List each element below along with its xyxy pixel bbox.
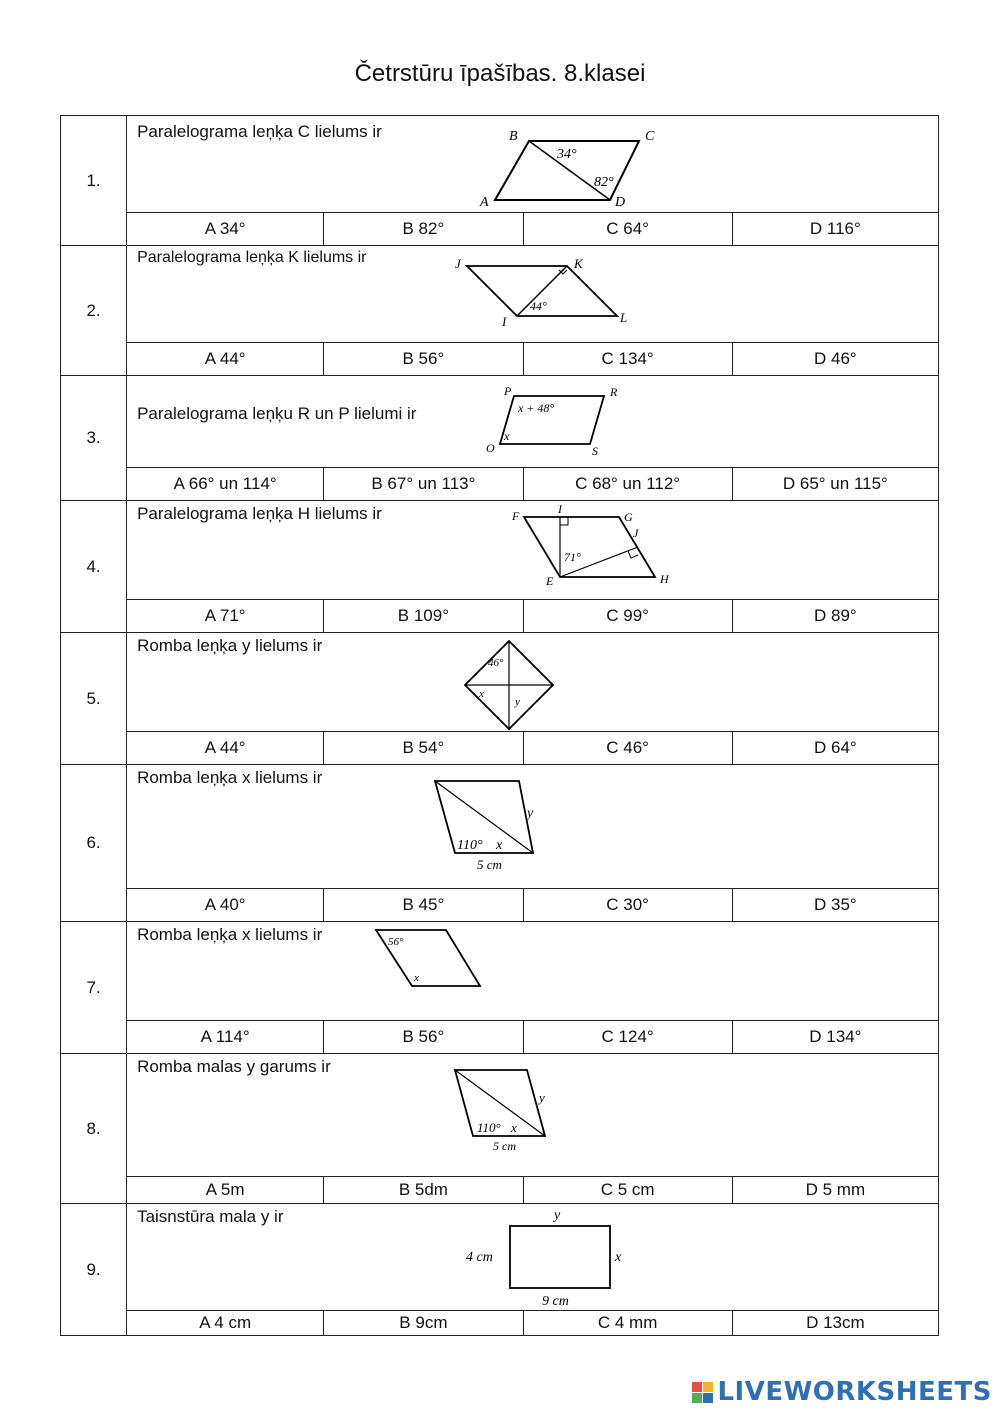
answer-option-d[interactable]: D 116°	[732, 213, 938, 246]
question-cell	[127, 116, 939, 213]
svg-text:G: G	[624, 510, 633, 524]
question-number: 5.	[61, 633, 127, 765]
rhombus-figure	[449, 1066, 569, 1161]
parallelogram-figure	[477, 128, 667, 215]
answer-option-d[interactable]: D 89°	[732, 600, 938, 633]
answer-option-c[interactable]: C 99°	[523, 600, 732, 633]
answer-option-a[interactable]: A 66° un 114°	[127, 468, 324, 501]
question-cell	[127, 501, 939, 600]
svg-text:J: J	[633, 526, 639, 540]
svg-text:x: x	[479, 688, 484, 700]
worksheet-table	[60, 115, 939, 1336]
question-text: Taisnstūra mala y ir	[137, 1207, 284, 1226]
answer-option-a[interactable]: A 44°	[127, 732, 324, 765]
svg-text:y: y	[554, 1208, 561, 1223]
question-cell	[127, 1054, 939, 1177]
logo-text: LIVEWORKSHEETS	[717, 1377, 992, 1407]
answer-option-d[interactable]: D 134°	[732, 1021, 938, 1054]
answer-option-c[interactable]: C 64°	[523, 213, 732, 246]
answer-option-b[interactable]: B 67° un 113°	[324, 468, 523, 501]
svg-text:x: x	[504, 429, 510, 443]
answer-option-a[interactable]: A 5m	[127, 1177, 324, 1204]
answer-option-d[interactable]: D 64°	[732, 732, 938, 765]
svg-text:S: S	[592, 444, 599, 456]
page-title: Četrstūru īpašības. 8.klasei	[354, 60, 646, 87]
rhombus-figure	[372, 926, 487, 997]
question-text: Romba leņķa y lielums ir	[137, 636, 323, 655]
svg-text:y: y	[527, 806, 534, 821]
svg-text:F: F	[512, 509, 520, 523]
svg-text:x + 48°: x + 48°	[518, 401, 555, 415]
svg-text:5 cm: 5 cm	[493, 1139, 517, 1153]
answer-option-a[interactable]: A 114°	[127, 1021, 324, 1054]
answer-option-c[interactable]: C 68° un 112°	[523, 468, 732, 501]
rectangle-figure	[462, 1206, 642, 1313]
svg-text:R: R	[610, 385, 618, 399]
question-cell	[127, 246, 939, 343]
svg-text:K: K	[574, 256, 583, 271]
svg-text:x: x	[511, 1120, 517, 1135]
answer-option-d[interactable]: D 13cm	[732, 1311, 938, 1336]
svg-text:E: E	[546, 574, 554, 588]
question-number: 3.	[61, 376, 127, 501]
svg-text:44°: 44°	[530, 299, 547, 313]
answer-option-b[interactable]: B 54°	[324, 732, 523, 765]
svg-text:110°: 110°	[457, 838, 483, 853]
question-text: Paralelograma leņķa K lielums ir	[137, 249, 367, 266]
answer-option-a[interactable]: A 4 cm	[127, 1311, 324, 1336]
answer-option-c[interactable]: C 30°	[523, 889, 732, 922]
answer-option-a[interactable]: A 44°	[127, 343, 324, 376]
answer-option-d[interactable]: D 65° un 115°	[732, 468, 938, 501]
answer-option-b[interactable]: B 109°	[324, 600, 523, 633]
svg-text:34°: 34°	[557, 147, 577, 162]
svg-text:P: P	[504, 384, 512, 398]
answer-option-a[interactable]: A 40°	[127, 889, 324, 922]
answer-option-b[interactable]: B 56°	[324, 1021, 523, 1054]
svg-text:5 cm: 5 cm	[477, 857, 502, 872]
question-number: 4.	[61, 501, 127, 633]
svg-text:J: J	[455, 256, 461, 271]
svg-text:D: D	[615, 195, 626, 210]
svg-text:B: B	[509, 129, 518, 144]
question-cell	[127, 922, 939, 1021]
answer-option-c[interactable]: C 124°	[523, 1021, 732, 1054]
svg-text:C: C	[645, 129, 655, 144]
answer-option-c[interactable]: C 5 cm	[523, 1177, 732, 1204]
svg-text:I: I	[558, 503, 563, 516]
question-cell	[127, 765, 939, 889]
rhombus-figure	[427, 775, 557, 880]
question-number: 7.	[61, 922, 127, 1054]
question-number: 6.	[61, 765, 127, 922]
question-text: Paralelograma leņķa C lielums ir	[137, 122, 382, 141]
svg-text:9 cm: 9 cm	[542, 1294, 569, 1308]
question-number: 8.	[61, 1054, 127, 1204]
parallelogram-figure	[442, 503, 672, 600]
question-text: Paralelograma leņķu R un P lielumi ir	[137, 404, 417, 423]
liveworksheets-logo	[692, 1377, 992, 1407]
svg-text:O: O	[486, 441, 495, 455]
svg-text:x: x	[496, 838, 503, 853]
question-cell	[127, 376, 939, 468]
answer-option-b[interactable]: B 45°	[324, 889, 523, 922]
svg-text:I: I	[502, 314, 507, 329]
question-number: 9.	[61, 1204, 127, 1336]
answer-option-c[interactable]: C 4 mm	[523, 1311, 732, 1336]
answer-option-b[interactable]: B 56°	[324, 343, 523, 376]
svg-text:A: A	[480, 195, 489, 210]
question-text: Romba malas y garums ir	[137, 1057, 331, 1076]
svg-text:71°: 71°	[564, 550, 581, 564]
answer-option-d[interactable]: D 46°	[732, 343, 938, 376]
question-text: Romba leņķa x lielums ir	[137, 768, 323, 787]
parallelogram-figure	[452, 254, 642, 339]
svg-text:y: y	[539, 1090, 545, 1105]
svg-text:H: H	[660, 572, 669, 586]
answer-option-b[interactable]: B 82°	[324, 213, 523, 246]
question-cell	[127, 1204, 939, 1311]
question-text: Romba leņķa x lielums ir	[137, 925, 323, 944]
answer-option-a[interactable]: A 34°	[127, 213, 324, 246]
answer-option-d[interactable]: D 35°	[732, 889, 938, 922]
svg-text:L: L	[620, 310, 628, 325]
question-cell	[127, 633, 939, 732]
svg-text:56°: 56°	[388, 936, 404, 948]
logo-mark-icon	[692, 1382, 713, 1403]
question-text: Paralelograma leņķa H lielums ir	[137, 504, 382, 523]
svg-text:82°: 82°	[594, 175, 614, 190]
parallelogram-figure	[482, 384, 632, 461]
question-number: 1.	[61, 116, 127, 246]
answer-option-c[interactable]: C 134°	[523, 343, 732, 376]
question-number: 2.	[61, 246, 127, 376]
svg-text:x: x	[414, 972, 419, 984]
answer-option-a[interactable]: A 71°	[127, 600, 324, 633]
answer-option-b[interactable]: B 9cm	[324, 1311, 523, 1336]
rhombus-figure	[461, 639, 557, 736]
svg-text:y: y	[515, 696, 520, 708]
svg-text:110°: 110°	[477, 1120, 501, 1135]
answer-option-b[interactable]: B 5dm	[324, 1177, 523, 1204]
answer-option-c[interactable]: C 46°	[523, 732, 732, 765]
answer-option-d[interactable]: D 5 mm	[732, 1177, 938, 1204]
svg-text:46°: 46°	[488, 657, 504, 669]
svg-text:x: x	[615, 1250, 622, 1265]
svg-text:4 cm: 4 cm	[466, 1250, 493, 1265]
